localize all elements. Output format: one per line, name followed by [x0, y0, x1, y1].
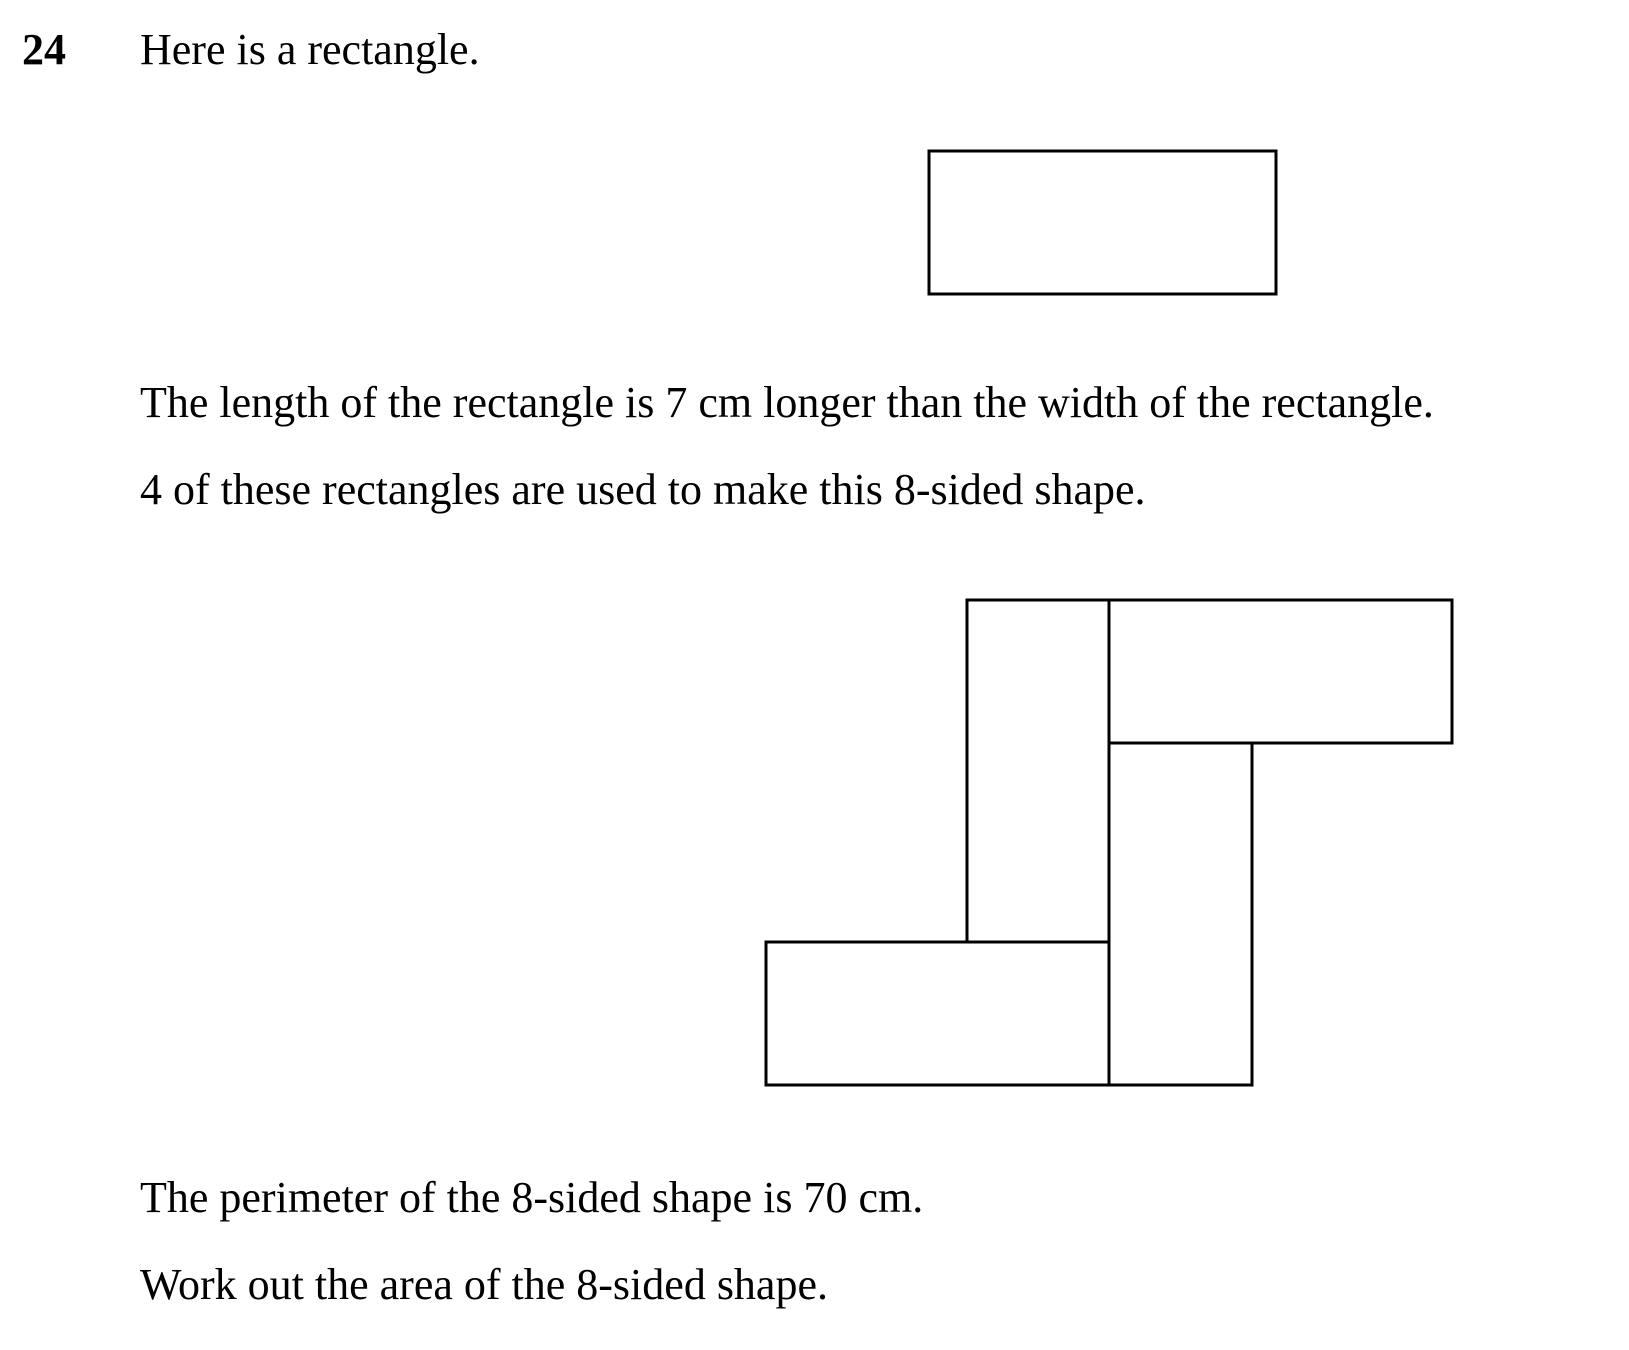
shape-rectangle-horizontal-top	[1109, 600, 1452, 743]
question-number: 24	[22, 25, 66, 74]
single-rectangle	[929, 151, 1276, 294]
single-rectangle-figure	[929, 151, 1276, 294]
shape-rectangle-horizontal-bottom	[766, 942, 1109, 1085]
intro-text: Here is a rectangle.	[140, 25, 480, 74]
construction-statement: 4 of these rectangles are used to make this 8-sided shape.	[140, 465, 1146, 514]
length-statement: The length of the rectangle is 7 cm longer than the width of the rectangle.	[140, 378, 1434, 427]
perimeter-statement: The perimeter of the 8-sided shape is 70 cm.	[140, 1173, 924, 1222]
shape-rectangle-vertical-left	[967, 600, 1109, 942]
eight-sided-shape-figure	[766, 600, 1452, 1085]
task-statement: Work out the area of the 8-sided shape.	[140, 1260, 828, 1309]
shape-rectangle-vertical-right	[1109, 743, 1252, 1085]
